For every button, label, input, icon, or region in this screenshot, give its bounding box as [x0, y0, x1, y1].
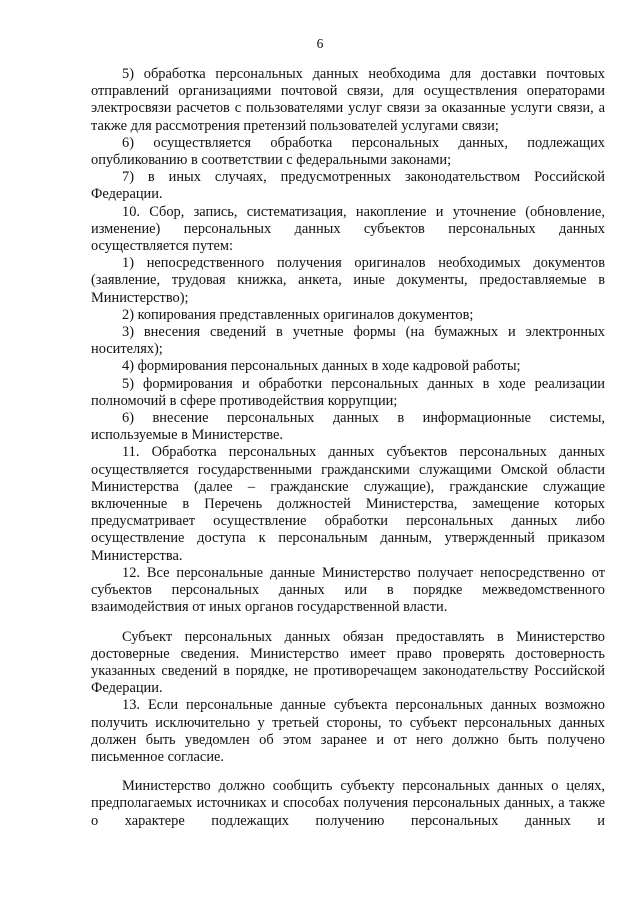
paragraph-12-subject-duty: Субъект персональных данных обязан предоставлять в Министерство достоверные сведения. Министерство имеет право проверять достоверность указанных сведений в порядке, не противоречащем законодательству Российской Федерации. — [91, 628, 605, 697]
paragraph-10-collection: 10. Сбор, запись, систематизация, накопление и уточнение (обновление, изменение) персональных данных субъектов персональных данных осуществляется путем: — [91, 203, 605, 255]
paragraph-13-third-party: 13. Если персональные данные субъекта персональных данных возможно получить исключительно у третьей стороны, то субъект персональных данных должен быть уведомлен об этом заранее и от него должно быть получено письменное согласие. — [91, 697, 605, 765]
page-number: 6 — [316, 36, 324, 51]
paragraph-10-4-personnel: 4) формирования персональных данных в ходе кадровой работы; — [122, 358, 521, 375]
paragraph-10-6-info-systems: 6) внесение персональных данных в информационные системы, используемые в Министерстве. — [91, 410, 605, 444]
paragraph-12-receipt: 12. Все персональные данные Министерство получает непосредственно от субъектов персональных данных или в порядке межведомственного взаимодействия от иных органов государственной власти. — [91, 564, 605, 616]
paragraph-5-delivery: 5) обработка персональных данных необходима для доставки почтовых отправлений организациями почтовой связи, для осуществления операторами электросвязи расчетов с пользователями услуг связи за оказанные услуги связи, а также для рассмотрения претензий пользователей услугами связи; — [91, 66, 605, 134]
paragraph-10-5-anticorruption: 5) формирования и обработки персональных данных в ходе реализации полномочий в сфере противодействия коррупции; — [91, 375, 605, 409]
paragraph-13-notification: Министерство должно сообщить субъекту персональных данных о целях, предполагаемых источниках и способах получения персональных данных, а также о характере подлежащих получению персональных данных и — [91, 778, 605, 829]
paragraph-11-processing: 11. Обработка персональных данных субъектов персональных данных осуществляется государственными гражданскими служащими Омской области Министерства (далее – гражданские служащие), гражданские служащие включенные в Перечень должностей Министерства, замещение которых предусматривает осуществление обработки персональных данных либо осуществление доступа к персональным данным, утвержденный приказом Министерства. — [91, 444, 605, 564]
paragraph-7-other-cases: 7) в иных случаях, предусмотренных законодательством Российской Федерации. — [91, 169, 605, 203]
paragraph-10-2-copies: 2) копирования представленных оригиналов документов; — [122, 306, 474, 323]
paragraph-6-publication: 6) осуществляется обработка персональных данных, подлежащих опубликованию в соответствии с федеральными законами; — [91, 134, 605, 169]
paragraph-10-3-forms: 3) внесения сведений в учетные формы (на бумажных и электронных носителях); — [91, 324, 605, 358]
paragraph-10-1-originals: 1) непосредственного получения оригиналов необходимых документов (заявление, трудовая книжка, анкета, иные документы, предоставляемые в Министерство); — [91, 255, 605, 306]
document-body — [91, 66, 605, 830]
